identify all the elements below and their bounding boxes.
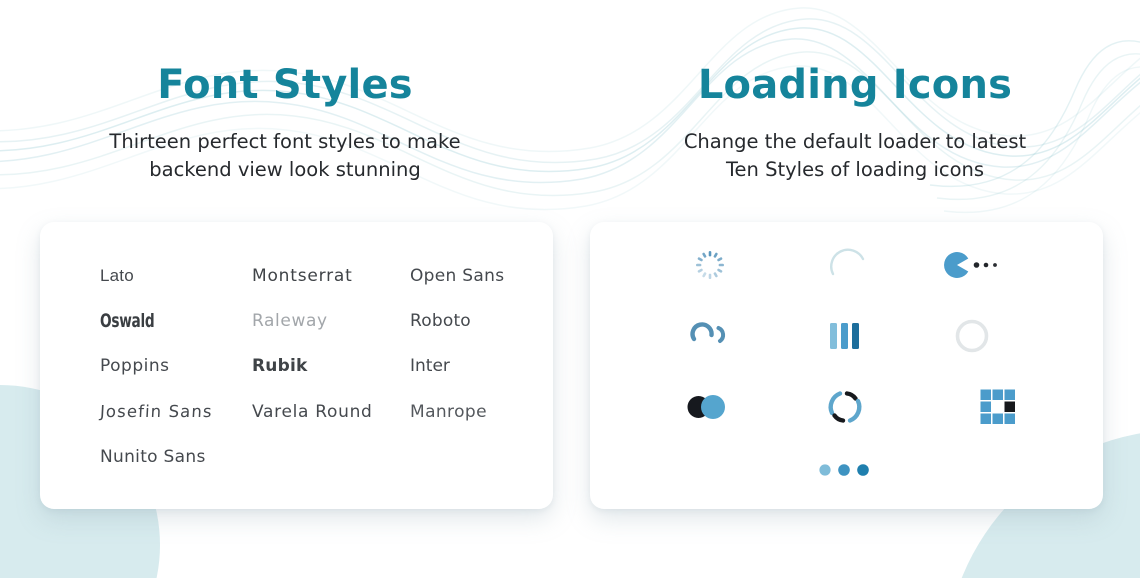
font-list-column-1 [100, 253, 250, 480]
loading-icons-subtitle-line2: Ten Styles of loading icons [725, 157, 985, 181]
loading-icons-title: Loading Icons [697, 62, 1013, 108]
bars-loader-icon [828, 320, 862, 352]
font-style-varela-round: Varela Round [252, 401, 373, 422]
dots-loader-icon [817, 462, 873, 478]
font-style-rubik: Rubik [252, 356, 308, 377]
font-styles-title: Font Styles [157, 62, 413, 108]
font-style-manrope: Manrope [410, 401, 487, 422]
font-style-open-sans: Open Sans [410, 265, 505, 286]
double-arc-spinner-icon [689, 316, 733, 356]
loading-icons-subtitle [570, 128, 1140, 183]
font-style-roboto: Roboto [410, 311, 471, 332]
font-style-josefin-sans: Josefin Sans [99, 402, 214, 422]
font-style-lato: Lato [100, 265, 134, 285]
pacman-loader-icon [938, 245, 1004, 285]
loading-icons-subtitle-line1: Change the default loader to latest [683, 130, 1027, 153]
dual-circle-loader-icon [685, 391, 731, 423]
font-list-column-3 [410, 253, 540, 435]
font-style-poppins: Poppins [100, 356, 170, 377]
font-styles-subtitle-line2: backend view look stunning [149, 157, 421, 181]
grid-squares-loader-icon [980, 389, 1016, 425]
font-styles-subtitle-line1: Thirteen perfect font styles to make [109, 130, 461, 153]
ring-loader-icon [954, 318, 990, 354]
font-style-raleway: Raleway [252, 311, 328, 332]
broken-ring-spinner-icon [825, 387, 865, 427]
arc-spinner-icon [826, 246, 870, 290]
font-style-nunito-sans: Nunito Sans [100, 447, 206, 468]
font-style-inter: Inter [410, 356, 450, 377]
font-styles-subtitle [0, 128, 570, 183]
font-style-montserrat: Montserrat [252, 265, 353, 286]
loading-icons-card [590, 222, 1103, 509]
wave-pattern-background [0, 0, 1140, 240]
font-list-column-2 [252, 253, 408, 435]
rays-spinner-icon [690, 245, 730, 285]
font-styles-card [40, 222, 553, 509]
font-style-oswald: Oswald [100, 310, 155, 333]
